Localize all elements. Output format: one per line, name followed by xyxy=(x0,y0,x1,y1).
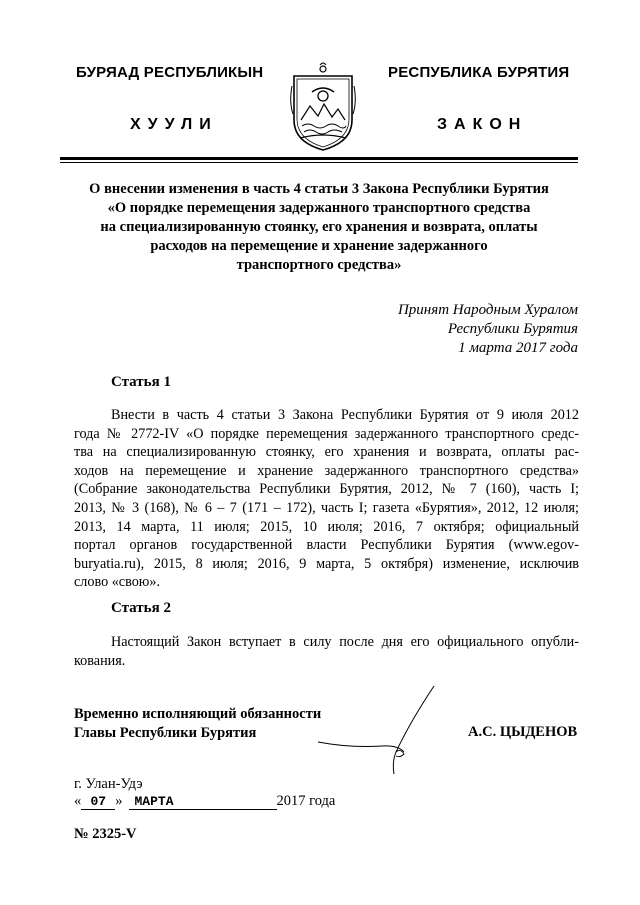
date-close-quote: » xyxy=(115,793,123,809)
law-title xyxy=(60,180,578,275)
article-1-line: тва на специализированную стоянку, его хранения и возврата, оплаты рас- xyxy=(74,444,579,461)
signatory-title xyxy=(74,705,321,743)
article-1-line: года № 2772-IV «О порядке перемещения задержанного транспортного средс- xyxy=(74,425,579,442)
law-title-line: на специализированную стоянку, его хранения и возврата, оплаты xyxy=(100,219,538,235)
law-title-line: «О порядке перемещения задержанного транспортного средства xyxy=(107,200,531,216)
header-divider-thin xyxy=(60,162,578,163)
date-month: МАРТА xyxy=(129,794,277,810)
article-1-line: слово «свою». xyxy=(74,574,161,591)
article-1-line: Внести в часть 4 статьи 3 Закона Республики Бурятия от 9 июля 2012 xyxy=(111,407,579,423)
article-2-line: Настоящий Закон вступает в силу после дня его официального опубли- xyxy=(111,634,579,650)
header-divider-thick xyxy=(60,157,578,160)
handwritten-signature xyxy=(300,682,450,782)
article-1-line: ходов на перемещение и хранение задержанного транспортного средства» xyxy=(74,462,579,479)
signing-date xyxy=(74,793,335,810)
date-year: 2017 года xyxy=(276,793,336,809)
article-1-body xyxy=(74,406,579,592)
adoption-note-line: Республики Бурятия xyxy=(447,321,578,337)
article-1-line: buryatia.ru), 2015, 8 июля; 2016, 9 марта, 5 октября) изменение, исключив xyxy=(74,555,579,572)
header-word-buryat: ХУУЛИ xyxy=(130,116,218,133)
header-word-russian: ЗАКОН xyxy=(437,116,528,133)
signatory-title-line: Временно исполняющий обязанности xyxy=(74,706,322,722)
adoption-note xyxy=(398,301,578,358)
coat-of-arms-emblem xyxy=(288,62,358,152)
article-2-line: кования. xyxy=(74,652,126,669)
law-title-line: О внесении изменения в часть 4 статьи 3 Закона Республики Бурятия xyxy=(89,181,549,197)
law-title-line: транспортного средства» xyxy=(236,257,402,273)
header-republic-russian: РЕСПУБЛИКА БУРЯТИЯ xyxy=(388,64,570,81)
article-1-line: 2013, 14 марта, 11 июля; 2015, 10 июля; 2016, 7 октября; официальный xyxy=(74,518,579,535)
law-title-line: расходов на перемещение и хранение задержанного xyxy=(150,238,488,254)
date-open-quote: « xyxy=(74,793,82,809)
signatory-title-line: Главы Республики Бурятия xyxy=(74,725,257,741)
article-2-body xyxy=(74,633,579,670)
article-1-line: портал органов государственной власти Республики Бурятия (www.egov- xyxy=(74,537,579,554)
date-day: 07 xyxy=(81,794,115,810)
adoption-note-line: Принят Народным Хуралом xyxy=(397,302,578,318)
article-1-line: (Собрание законодательства Республики Бурятия, 2012, № 7 (160), часть I; xyxy=(74,481,579,498)
article-2-heading: Статья 2 xyxy=(111,600,171,616)
article-1-heading: Статья 1 xyxy=(111,374,171,390)
article-1-line: 2013, № 3 (168), № 6 – 7 (171 – 172), часть I; газета «Бурятия», 2012, 12 июля; xyxy=(74,499,579,516)
signing-city: г. Улан-Удэ xyxy=(74,776,143,792)
adoption-note-line: 1 марта 2017 года xyxy=(458,340,578,356)
header-republic-buryat: БУРЯАД РЕСПУБЛИКЫН xyxy=(76,64,264,81)
signatory-name: А.С. ЦЫДЕНОВ xyxy=(468,724,578,740)
law-number: № 2325-V xyxy=(74,826,137,842)
